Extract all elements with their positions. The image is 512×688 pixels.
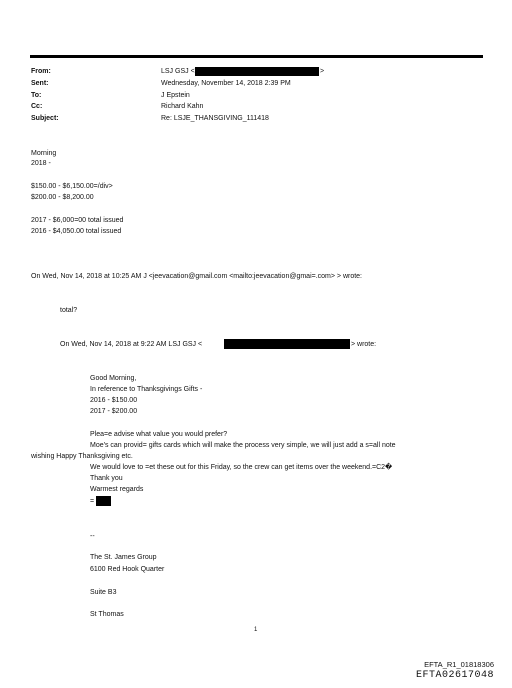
quote2-line: 2016 - $150.00 bbox=[90, 397, 138, 404]
redaction-from-email bbox=[195, 67, 319, 76]
redaction-quote-email bbox=[224, 339, 350, 349]
from-value: LSJ GSJ < bbox=[161, 68, 195, 75]
signature-dashes: -- bbox=[90, 533, 95, 540]
quote2-header-prefix: On Wed, Nov 14, 2018 at 9:22 AM LSJ GSJ < bbox=[60, 341, 203, 348]
cc-value: Richard Kahn bbox=[161, 103, 204, 110]
from-close: > bbox=[320, 68, 325, 75]
quote2-line: We would love to =et these out for this Friday, so the crew can get items over the weekend.=C2� bbox=[90, 464, 393, 471]
body-greeting: Morning bbox=[31, 150, 57, 157]
sent-label: Sent: bbox=[31, 80, 49, 87]
body-year: 2018 - bbox=[31, 160, 51, 167]
subject-label: Subject: bbox=[31, 115, 59, 122]
cc-label: Cc: bbox=[31, 103, 43, 110]
quote2-line: Good Morning, bbox=[90, 375, 137, 382]
signature-line: Suite B3 bbox=[90, 589, 117, 596]
signature-line: 6100 Red Hook Quarter bbox=[90, 566, 165, 573]
quote2-line: Thank you bbox=[90, 475, 123, 482]
sent-value: Wednesday, November 14, 2018 2:39 PM bbox=[161, 80, 291, 87]
quote2-line: 2017 - $200.00 bbox=[90, 408, 138, 415]
quote2-line: In reference to Thanksgivings Gifts - bbox=[90, 386, 203, 393]
footer-id-2: EFTA02617048 bbox=[415, 670, 494, 681]
body-line-4: 2016 - $4,050.00 total issued bbox=[31, 228, 122, 235]
body-line-2: $200.00 - $8,200.00 bbox=[31, 194, 94, 201]
signature-line: The St. James Group bbox=[90, 554, 157, 561]
quote2-line: wishing Happy Thanksgiving etc. bbox=[31, 453, 133, 460]
to-label: To: bbox=[31, 92, 42, 99]
quote2-line: = bbox=[90, 498, 95, 505]
quote1-text: total? bbox=[60, 307, 78, 314]
subject-value: Re: LSJE_THANSGIVING_111418 bbox=[161, 115, 269, 122]
redaction-signature bbox=[96, 496, 111, 506]
quote2-line: Moe's can provid= gifts cards which will make the process very simple, we will just add a s=all note bbox=[90, 442, 396, 449]
footer-id-1: EFTA_R1_01818306 bbox=[424, 660, 494, 669]
header-rule bbox=[30, 55, 483, 58]
page-number: 1 bbox=[254, 627, 258, 633]
to-value: J Epstein bbox=[161, 92, 190, 99]
quote2-line: Warmest regards bbox=[90, 486, 144, 493]
body-line-3: 2017 - $6,000=00 total issued bbox=[31, 217, 124, 224]
signature-line: St Thomas bbox=[90, 611, 124, 618]
quote2-line: Plea=e advise what value you would prefer? bbox=[90, 431, 228, 438]
quote1-header: On Wed, Nov 14, 2018 at 10:25 AM J <jeevacation@gmail.com <mailto:jeevacation@gmai=.com> > wrote: bbox=[31, 273, 363, 280]
from-label: From: bbox=[31, 68, 51, 75]
body-line-1: $150.00 - $6,150.00=/div> bbox=[31, 183, 113, 190]
quote2-header-suffix: > wrote: bbox=[351, 341, 377, 348]
